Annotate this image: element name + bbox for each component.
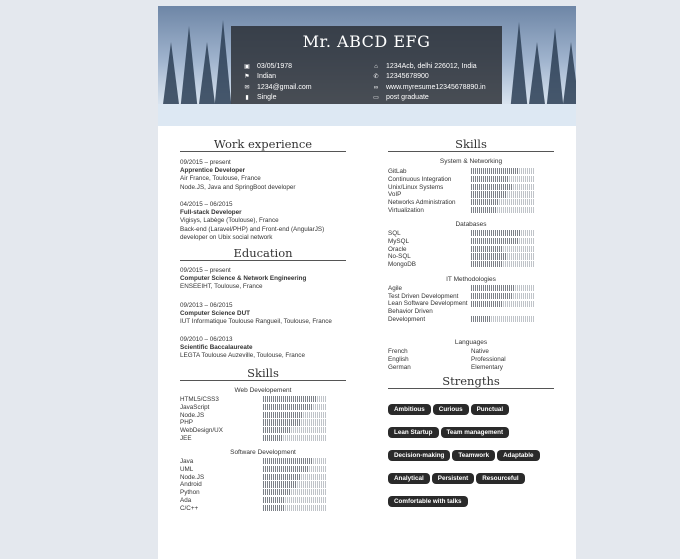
skill-bars-system [471,168,534,215]
skills-heading-right: Skills [388,137,554,152]
nationality-row: ⚑ Indian [243,72,312,82]
phone-row: ✆ 12345678900 [372,72,486,82]
skill-level-bar [471,176,534,182]
strength-tag: Decision-making [388,450,450,461]
website-row[interactable]: ∞ www.myresume12345678890.in [372,83,486,93]
skill-group-title: Languages [454,339,488,346]
language-labels: French English German [388,348,411,371]
name-box [231,26,502,104]
skill-level-fill [471,191,506,197]
person-icon: ▮ [245,94,249,101]
strength-tag: Resourceful [476,473,524,484]
skill-level-bar [263,489,326,495]
skill-labels-web: HTML5/CSS3 JavaScript Node.JS PHP WebDesign/UX JEE [180,396,223,442]
skill-bars-web [263,396,326,443]
work-entry: 09/2015 – present Apprentice Developer Air France, Toulouse, France Node.JS, Java and SpringBoot developer [180,159,296,192]
strength-tag: Punctual [471,404,510,415]
skill-level-fill [471,285,515,291]
skill-level-fill [263,396,317,402]
skill-level-fill [471,253,506,259]
skill-level-bar [471,191,534,197]
skill-level-fill [471,293,512,299]
skill-level-bar [471,253,534,259]
skill-level-bar [263,481,326,487]
strength-tag: Teamwork [452,450,495,461]
skill-level-bar [263,474,326,480]
skill-level-bar [471,207,534,213]
skill-group-title: Web Developement [234,387,292,394]
strength-tag: Adaptable [497,450,539,461]
header-banner [158,6,576,126]
strength-tag: Analytical [388,473,430,484]
skill-group-title: IT Methodologies [446,276,496,283]
skill-level-bar [263,419,326,425]
skill-level-fill [263,458,313,464]
skill-level-bar [471,184,534,190]
skill-level-fill [263,505,285,511]
skill-level-bar [471,293,534,299]
strength-tag: Ambitious [388,404,431,415]
skill-level-fill [471,207,496,213]
skill-level-bar [471,246,534,252]
skill-level-fill [263,497,285,503]
skill-group-title: Software Development [230,449,296,456]
graduation-icon: ▭ [373,94,379,101]
skill-labels-software: Java UML Node.JS Android Python Ada C/C++ [180,458,205,512]
work-entry: 04/2015 – 06/2015 Full-stack Developer Vigisys, Labège (Toulouse), France Back-end (Laravel/PHP) and Front-end (AngularJS) developer on Ubix social network [180,201,325,242]
skill-level-bar [263,497,326,503]
address-row: ⌂ 1234Acb, delhi 226012, India [372,62,486,72]
skill-labels-system: GitLab Continuous Integration Unix/Linux Systems VoIP Networks Administration Virtualization [388,168,456,214]
skill-level-fill [263,404,312,410]
skill-level-fill [471,261,503,267]
strength-tag: Comfortable with talks [388,496,468,507]
phone-icon: ✆ [373,74,379,81]
resume-page [158,6,576,559]
skill-level-bar [263,404,326,410]
skill-level-fill [263,466,308,472]
skill-level-bar [471,199,534,205]
skill-level-fill [471,301,503,307]
skill-level-bar [263,412,326,418]
skill-level-bar [471,316,534,322]
education-entry: 09/2013 – 06/2015 Computer Science DUT IUT Informatique Toulouse Rangueil, Toulouse, France [180,302,332,325]
skill-level-fill [263,481,296,487]
skill-level-fill [471,184,512,190]
skill-level-bar [263,396,326,402]
education-heading: Education [180,246,346,261]
skill-group-title: System & Networking [439,158,503,165]
work-experience-heading: Work experience [180,137,346,152]
skill-bars-software [263,458,326,513]
education-entry: 09/2015 – present Computer Science & Network Engineering ENSEEIHT, Toulouse, France [180,267,307,290]
skill-level-bar [471,285,534,291]
email-row: ✉ 1234@gmail.com [243,83,312,93]
skill-level-fill [471,316,490,322]
skill-level-bar [471,301,534,307]
envelope-icon: ✉ [244,84,250,91]
skill-level-fill [471,238,518,244]
link-icon: ∞ [373,84,379,91]
skill-bars-methodologies [471,285,534,332]
skill-level-bar [263,458,326,464]
strength-tag: Curious [433,404,469,415]
skill-labels-methodologies: Agile Test Driven Development Lean Software Development Behavior Driven Development [388,285,468,323]
skill-level-fill [263,427,291,433]
skill-level-fill [471,199,499,205]
skill-group-title: Databases [455,221,487,228]
language-levels: Native Professional Elementary [471,348,506,371]
skill-level-bar [263,466,326,472]
flag-icon: ⚑ [244,74,250,81]
skill-labels-databases: SQL MySQL Oracle No-SQL MongoDB [388,230,417,269]
strength-tag: Lean Startup [388,427,439,438]
skill-level-bar [263,435,326,441]
skill-level-fill [471,230,521,236]
birthdate-row: ▣ 03/05/1978 [243,62,312,72]
personal-info-left [243,62,312,103]
skill-level-bar [471,168,534,174]
skill-level-bar [471,261,534,267]
skill-level-bar [471,230,534,236]
skill-level-fill [263,489,291,495]
skill-level-fill [263,474,301,480]
strengths-heading: Strengths [388,374,554,389]
home-icon: ⌂ [374,64,378,70]
status-row: ▮ Single [243,93,312,103]
skill-level-bar [263,427,326,433]
degree-row: ▭ post graduate [372,93,486,103]
skill-level-bar [471,238,534,244]
skill-level-fill [471,176,509,182]
strength-tag: Persistent [432,473,474,484]
skills-heading-left: Skills [180,366,346,381]
skill-level-fill [263,419,301,425]
personal-info-right [372,62,486,103]
skill-level-fill [263,412,302,418]
skill-bars-databases [471,230,534,269]
strength-tag: Team management [441,427,510,438]
strengths-tags [388,398,558,513]
skill-level-fill [471,168,518,174]
skill-level-fill [263,435,282,441]
candidate-name: Mr. ABCD EFG [302,32,431,51]
skill-level-bar [263,505,326,511]
education-entry: 09/2010 – 06/2013 Scientific Baccalaureate LEGTA Toulouse Auzeville, Toulouse, France [180,336,305,359]
skill-level-fill [471,246,503,252]
calendar-icon: ▣ [244,64,250,70]
